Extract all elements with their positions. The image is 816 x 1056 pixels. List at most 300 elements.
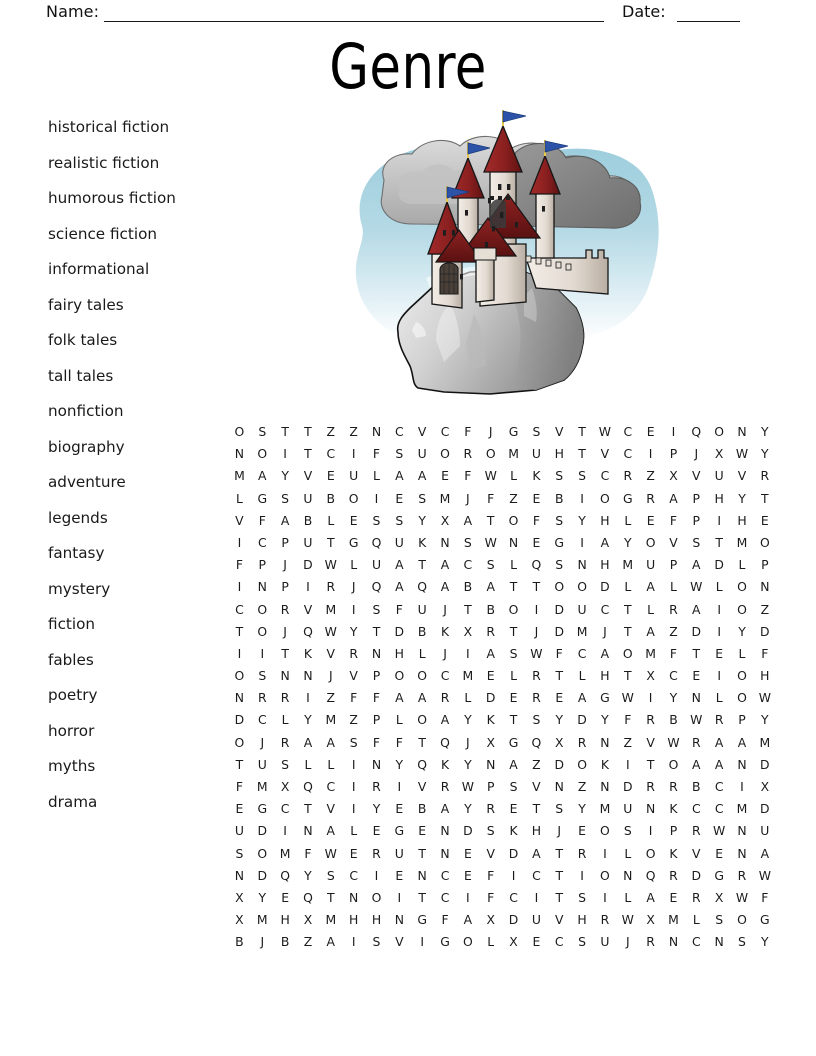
grid-cell[interactable]: T [327,889,335,905]
grid-cell[interactable]: Y [623,534,632,550]
grid-cell[interactable]: O [508,512,519,528]
grid-cell[interactable]: Y [372,801,381,817]
grid-cell[interactable]: D [485,690,496,706]
grid-cell[interactable]: S [395,446,404,462]
grid-cell[interactable]: M [736,534,748,550]
grid-cell[interactable]: C [532,867,541,883]
grid-cell[interactable]: T [532,579,541,595]
grid-cell[interactable]: A [440,557,450,573]
grid-cell[interactable]: R [691,823,701,839]
grid-cell[interactable]: Y [304,867,312,883]
grid-cell[interactable]: G [714,867,724,883]
grid-cell[interactable]: S [258,424,267,439]
grid-cell[interactable]: G [508,734,519,750]
grid-cell[interactable]: E [463,867,472,883]
grid-cell[interactable]: D [554,756,564,772]
grid-cell[interactable]: D [622,779,633,794]
grid-cell[interactable]: P [281,579,289,595]
grid-cell[interactable]: O [600,823,610,839]
grid-cell[interactable]: I [603,845,607,861]
grid-cell[interactable]: V [532,779,541,794]
grid-cell[interactable]: E [715,645,724,661]
grid-cell[interactable]: K [509,823,518,839]
grid-cell[interactable]: T [532,801,541,817]
grid-cell[interactable]: B [280,934,290,950]
grid-cell[interactable]: E [715,845,724,861]
grid-cell[interactable]: F [487,490,495,506]
grid-cell[interactable]: C [440,424,450,439]
grid-cell[interactable]: Y [761,424,769,439]
grid-cell[interactable]: G [554,534,565,550]
grid-cell[interactable]: B [486,601,495,617]
grid-cell[interactable]: L [624,512,632,528]
grid-cell[interactable]: Y [281,468,289,484]
grid-cell[interactable]: N [440,845,450,861]
grid-cell[interactable]: E [395,490,404,506]
grid-cell[interactable]: H [737,512,747,528]
grid-cell[interactable]: H [280,912,290,928]
grid-cell[interactable]: D [600,579,610,595]
grid-cell[interactable]: J [603,623,607,639]
grid-cell[interactable]: O [577,756,587,772]
grid-cell[interactable]: D [257,823,268,839]
grid-cell[interactable]: O [714,424,725,439]
grid-cell[interactable]: F [761,889,769,905]
grid-cell[interactable]: O [257,601,268,617]
grid-cell[interactable]: N [371,424,382,439]
grid-cell[interactable]: R [532,668,541,684]
grid-cell[interactable]: X [714,889,724,905]
grid-cell[interactable]: O [371,889,382,905]
grid-cell[interactable]: E [418,823,427,839]
grid-cell[interactable]: D [577,712,587,728]
grid-cell[interactable]: D [714,557,724,573]
grid-cell[interactable]: S [692,534,701,550]
grid-cell[interactable]: T [555,845,564,861]
grid-cell[interactable]: O [737,601,747,617]
grid-cell[interactable]: O [485,446,496,462]
grid-cell[interactable]: A [440,801,450,817]
grid-cell[interactable]: V [326,801,336,817]
grid-cell[interactable]: S [555,468,564,484]
grid-cell[interactable]: O [737,668,747,684]
grid-cell[interactable]: N [440,823,450,839]
grid-cell[interactable]: O [417,668,428,684]
grid-cell[interactable]: N [577,557,587,573]
grid-cell[interactable]: A [486,579,495,595]
grid-cell[interactable]: D [760,623,770,639]
grid-cell[interactable]: E [532,534,541,550]
grid-cell[interactable]: E [395,867,404,883]
grid-cell[interactable]: K [669,801,678,817]
grid-cell[interactable]: I [351,756,356,772]
grid-cell[interactable]: C [554,934,564,950]
grid-cell[interactable]: X [646,668,655,684]
grid-cell[interactable]: I [717,668,721,684]
grid-cell[interactable]: T [692,645,701,661]
grid-cell[interactable]: I [397,779,402,794]
grid-cell[interactable]: R [646,779,655,794]
grid-cell[interactable]: W [735,889,749,905]
grid-cell[interactable]: X [463,623,473,639]
grid-cell[interactable]: E [555,690,564,706]
grid-cell[interactable]: F [372,690,381,706]
word-list-item[interactable]: folk tales [48,331,118,349]
grid-cell[interactable]: I [466,889,470,905]
grid-cell[interactable]: Q [531,557,542,573]
grid-cell[interactable]: J [328,668,333,684]
grid-cell[interactable]: U [531,912,541,928]
grid-cell[interactable]: S [372,601,381,617]
grid-cell[interactable]: R [737,867,747,883]
grid-cell[interactable]: T [418,889,426,905]
grid-cell[interactable]: L [578,668,586,684]
grid-cell[interactable]: O [645,534,656,550]
grid-cell[interactable]: Z [646,468,655,484]
grid-cell[interactable]: K [440,623,450,639]
grid-cell[interactable]: R [463,446,473,462]
grid-cell[interactable]: S [623,823,632,839]
grid-cell[interactable]: P [669,823,678,839]
grid-cell[interactable]: S [486,823,495,839]
grid-cell[interactable]: W [667,734,680,750]
grid-cell[interactable]: H [760,668,770,684]
grid-cell[interactable]: Y [464,712,472,728]
grid-cell[interactable]: R [326,579,336,595]
grid-cell[interactable]: I [306,690,310,706]
grid-cell[interactable]: J [283,623,287,639]
grid-cell[interactable]: S [463,534,472,550]
grid-cell[interactable]: O [257,623,268,639]
grid-cell[interactable]: W [484,468,497,484]
grid-cell[interactable]: D [554,601,564,617]
grid-cell[interactable]: S [509,779,518,794]
grid-cell[interactable]: R [691,734,701,750]
grid-cell[interactable]: V [554,424,564,439]
grid-cell[interactable]: N [737,845,747,861]
grid-cell[interactable]: T [509,623,518,639]
grid-cell[interactable]: O [737,690,747,706]
grid-cell[interactable]: R [280,690,290,706]
grid-cell[interactable]: R [486,801,495,817]
grid-cell[interactable]: K [303,645,313,661]
grid-cell[interactable]: M [622,557,634,573]
grid-cell[interactable]: V [669,534,678,550]
grid-cell[interactable]: L [464,690,472,706]
word-list-item[interactable]: tall tales [48,366,114,385]
grid-cell[interactable]: Q [303,779,313,794]
grid-cell[interactable]: Z [532,756,541,772]
grid-cell[interactable]: P [738,712,746,728]
grid-cell[interactable]: A [509,756,518,772]
grid-cell[interactable]: F [258,512,266,528]
grid-cell[interactable]: S [349,734,358,750]
word-list-item[interactable]: legends [48,508,108,527]
grid-cell[interactable]: G [257,490,268,506]
grid-cell[interactable]: E [532,934,541,950]
grid-cell[interactable]: B [303,512,313,528]
grid-cell[interactable]: Q [417,579,428,595]
grid-cell[interactable]: L [715,579,723,595]
grid-cell[interactable]: R [532,690,541,706]
grid-cell[interactable]: R [349,645,358,661]
grid-cell[interactable]: O [234,734,245,750]
grid-cell[interactable]: M [279,845,291,861]
grid-cell[interactable]: Q [531,734,542,750]
grid-cell[interactable]: I [671,424,676,439]
grid-cell[interactable]: T [555,889,564,905]
grid-cell[interactable]: J [557,823,562,839]
grid-cell[interactable]: A [692,601,701,617]
grid-cell[interactable]: Y [464,756,472,772]
grid-cell[interactable]: K [600,756,609,772]
grid-cell[interactable]: I [511,867,516,883]
grid-cell[interactable]: P [669,557,678,573]
grid-cell[interactable]: A [692,557,701,573]
grid-cell[interactable]: P [372,668,381,684]
grid-cell[interactable]: S [555,801,564,817]
grid-cell[interactable]: O [668,756,679,772]
grid-cell[interactable]: U [394,845,404,861]
grid-cell[interactable]: C [623,424,633,439]
grid-cell[interactable]: S [372,934,381,950]
grid-cell[interactable]: Z [509,490,518,506]
grid-cell[interactable]: L [304,756,312,772]
grid-cell[interactable]: Y [738,490,746,506]
grid-cell[interactable]: P [486,779,495,794]
grid-cell[interactable]: G [622,490,633,506]
grid-cell[interactable]: I [580,490,584,506]
grid-cell[interactable]: V [417,779,427,794]
grid-cell[interactable]: G [760,912,770,928]
grid-cell[interactable]: Q [691,424,702,439]
grid-cell[interactable]: Q [645,867,656,883]
grid-cell[interactable]: Z [326,424,336,439]
grid-cell[interactable]: A [646,579,655,595]
grid-cell[interactable]: R [669,601,678,617]
grid-cell[interactable]: N [668,934,679,950]
grid-cell[interactable]: F [395,734,403,750]
grid-cell[interactable]: P [692,512,701,528]
grid-cell[interactable]: X [486,912,495,928]
grid-cell[interactable]: A [280,512,290,528]
grid-cell[interactable]: W [530,645,543,661]
date-write-in-line[interactable] [677,21,740,22]
grid-cell[interactable]: I [237,534,242,550]
grid-cell[interactable]: K [532,468,541,484]
grid-cell[interactable]: D [257,867,268,883]
grid-cell[interactable]: S [578,468,587,484]
grid-cell[interactable]: N [394,912,404,928]
grid-cell[interactable]: A [600,645,610,661]
grid-cell[interactable]: N [486,756,496,772]
grid-cell[interactable]: R [714,712,724,728]
grid-cell[interactable]: P [372,712,381,728]
grid-cell[interactable]: H [348,912,359,928]
grid-cell[interactable]: O [554,579,565,595]
grid-cell[interactable]: X [235,912,244,928]
grid-cell[interactable]: T [281,424,289,439]
grid-cell[interactable]: E [395,801,404,817]
word-search-grid[interactable] [228,421,776,954]
grid-cell[interactable]: T [418,734,426,750]
grid-cell[interactable]: C [349,867,358,883]
grid-cell[interactable]: Z [760,601,770,617]
grid-cell[interactable]: C [714,801,724,817]
grid-cell[interactable]: S [555,557,564,573]
grid-cell[interactable]: A [692,756,701,772]
grid-cell[interactable]: T [761,490,769,506]
grid-cell[interactable]: I [580,867,584,883]
word-list-item[interactable]: mystery [48,579,111,598]
grid-cell[interactable]: A [440,579,450,595]
grid-cell[interactable]: C [600,601,610,617]
grid-cell[interactable]: A [417,468,427,484]
grid-cell[interactable]: C [440,889,450,905]
grid-cell[interactable]: O [508,601,519,617]
grid-cell[interactable]: R [372,779,381,794]
grid-cell[interactable]: S [532,424,541,439]
grid-cell[interactable]: M [234,468,245,484]
grid-cell[interactable]: I [648,823,653,839]
grid-cell[interactable]: O [257,446,268,462]
grid-cell[interactable]: D [691,623,702,639]
grid-cell[interactable]: O [600,867,610,883]
grid-cell[interactable]: T [646,756,655,772]
grid-cell[interactable]: C [691,801,701,817]
word-list-item[interactable]: humorous fiction [48,189,176,207]
grid-cell[interactable]: J [466,490,470,506]
grid-cell[interactable]: U [760,823,770,839]
grid-cell[interactable]: A [258,468,267,484]
grid-cell[interactable]: K [486,712,495,728]
grid-cell[interactable]: C [257,534,267,550]
grid-cell[interactable]: A [646,623,655,639]
grid-cell[interactable]: J [534,623,539,639]
grid-cell[interactable]: I [306,579,310,595]
grid-cell[interactable]: E [349,845,358,861]
grid-cell[interactable]: U [234,823,244,839]
grid-cell[interactable]: A [395,690,404,706]
grid-cell[interactable]: L [715,690,723,706]
grid-cell[interactable]: M [256,779,268,794]
grid-cell[interactable]: O [417,712,428,728]
grid-cell[interactable]: N [371,645,382,661]
grid-cell[interactable]: D [303,557,313,573]
grid-cell[interactable]: C [577,645,587,661]
grid-cell[interactable]: C [326,446,336,462]
grid-cell[interactable]: P [281,534,289,550]
grid-cell[interactable]: X [554,734,564,750]
word-list-item[interactable]: adventure [48,473,126,491]
grid-cell[interactable]: R [280,601,290,617]
grid-cell[interactable]: I [283,446,287,462]
grid-cell[interactable]: N [234,446,245,462]
grid-cell[interactable]: V [737,468,747,484]
grid-cell[interactable]: A [714,734,724,750]
grid-cell[interactable]: Q [440,734,450,750]
grid-cell[interactable]: U [303,490,313,506]
grid-cell[interactable]: N [417,867,427,883]
grid-cell[interactable]: T [555,867,564,883]
grid-cell[interactable]: T [509,579,518,595]
grid-cell[interactable]: S [578,934,587,950]
grid-cell[interactable]: R [280,734,290,750]
grid-cell[interactable]: N [623,867,633,883]
grid-cell[interactable]: L [327,512,335,528]
grid-cell[interactable]: S [555,512,564,528]
grid-cell[interactable]: C [714,779,724,794]
grid-cell[interactable]: N [234,867,245,883]
grid-cell[interactable]: M [325,712,337,728]
grid-cell[interactable]: E [646,512,655,528]
grid-cell[interactable]: V [303,468,313,484]
grid-cell[interactable]: E [441,468,449,484]
grid-cell[interactable]: L [510,468,517,484]
grid-cell[interactable]: Y [578,801,586,817]
grid-cell[interactable]: L [235,490,243,506]
grid-cell[interactable]: M [256,912,268,928]
grid-cell[interactable]: M [599,801,611,817]
grid-cell[interactable]: X [509,934,518,950]
grid-cell[interactable]: A [440,712,450,728]
grid-cell[interactable]: D [394,623,405,639]
grid-cell[interactable]: B [326,490,336,506]
grid-cell[interactable]: I [374,867,379,883]
grid-cell[interactable]: N [257,579,267,595]
grid-cell[interactable]: R [760,468,770,484]
grid-cell[interactable]: L [624,845,632,861]
grid-cell[interactable]: M [439,490,451,506]
grid-cell[interactable]: O [462,934,473,950]
grid-cell[interactable]: I [648,690,653,706]
grid-cell[interactable]: I [351,801,356,817]
grid-cell[interactable]: S [235,845,244,861]
grid-cell[interactable]: I [534,601,539,617]
grid-cell[interactable]: L [624,579,632,595]
grid-cell[interactable]: F [395,601,403,617]
grid-cell[interactable]: L [281,712,289,728]
grid-cell[interactable]: R [257,690,267,706]
grid-cell[interactable]: F [532,512,540,528]
word-list-item[interactable]: realistic fiction [48,153,160,172]
grid-cell[interactable]: N [234,690,245,706]
grid-cell[interactable]: T [578,424,586,439]
grid-cell[interactable]: O [759,534,770,550]
grid-cell[interactable]: F [624,712,632,728]
grid-cell[interactable]: V [349,668,358,684]
grid-cell[interactable]: A [463,912,473,928]
grid-cell[interactable]: X [760,779,770,794]
grid-cell[interactable]: N [645,801,656,817]
grid-cell[interactable]: B [417,623,427,639]
grid-cell[interactable]: U [257,756,267,772]
grid-cell[interactable]: Q [303,889,313,905]
grid-cell[interactable]: C [623,446,633,462]
grid-cell[interactable]: A [737,734,747,750]
grid-cell[interactable]: T [281,645,289,661]
grid-cell[interactable]: N [303,668,313,684]
grid-cell[interactable]: N [714,934,724,950]
grid-cell[interactable]: E [509,801,518,817]
grid-cell[interactable]: L [418,645,426,661]
word-list-item[interactable]: science fiction [48,224,157,243]
grid-cell[interactable]: A [417,690,427,706]
grid-cell[interactable]: L [738,645,746,661]
grid-cell[interactable]: O [622,645,633,661]
grid-cell[interactable]: N [371,756,382,772]
grid-cell[interactable]: Y [669,690,678,706]
